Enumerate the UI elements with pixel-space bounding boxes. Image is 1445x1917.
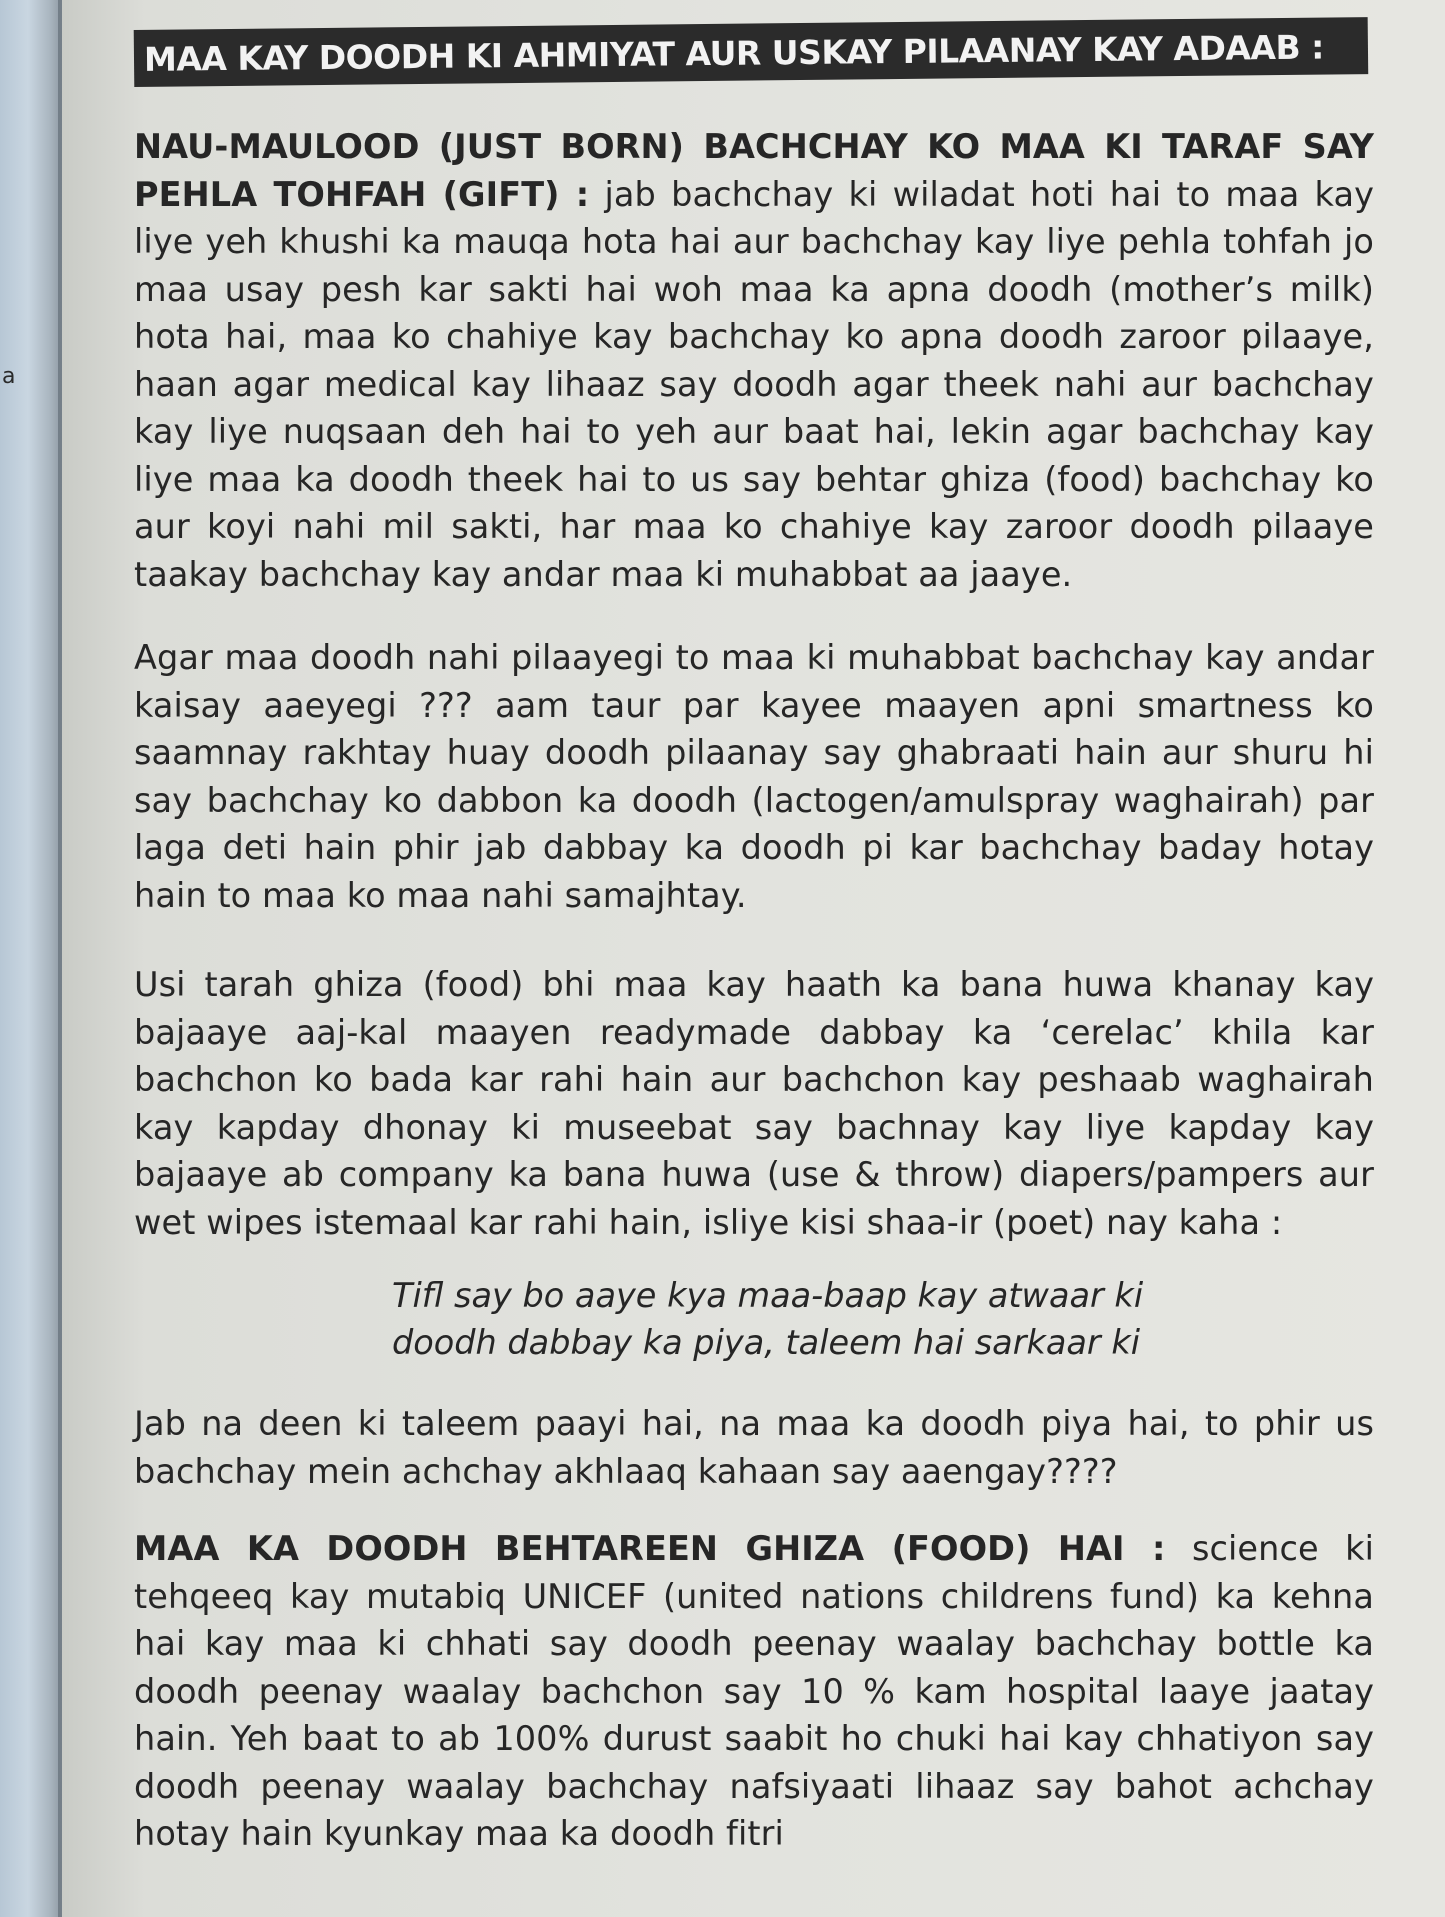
poem-line-1: Tifl say bo aaye kya maa-baap kay atwaar ki <box>392 1276 1144 1315</box>
page-content <box>134 27 1375 1858</box>
section-heading: MAA KAY DOODH KI AHMIYAT AUR USKAY PILAANAY KAY ADAAB : <box>134 17 1369 87</box>
poem-couplet <box>392 1272 1374 1366</box>
paragraph-text-best-food: science ki tehqeeq kay mutabiq UNICEF (united nations childrens fund) ka kehna hai kay maa ki chhati say doodh peenay waalay bachchay bottle ka doodh peenay waalay bachchon say 10 % kam hospital laaye jaatay hain. Yeh baat to ab 100% durust saabit ho chuki hai kay chhatiyon say doodh peenay waalay bachchay nafsiyaati lihaaz say bahot achchay hotay hain kyunkay maa ka doodh fitri <box>134 1529 1375 1853</box>
paragraph-cerelac: Usi tarah ghiza (food) bhi maa kay haath ka bana huwa khanay kay bajaaye aaj-kal maayen readymade dabbay ka ‘cerelac’ khila kar bachchon ko bada kar rahi hain aur bachchon kay peshaab waghairah kay kapday dhonay ki museebat say bachnay kay liye kapday kay bajaaye ab company ka bana huwa (use & throw) diapers/pampers aur wet wipes istemaal kar rahi hain, isliye kisi shaa-ir (poet) nay kaha : <box>134 965 1374 1242</box>
paragraph-heading-best-food: MAA KA DOODH BEHTAREEN GHIZA (FOOD) HAI : <box>134 1529 1166 1568</box>
paragraph-heading-gift: NAU-MAULOOD (JUST BORN) BACHCHAY KO MAA KI TARAF SAY PEHLA TOHFAH (GIFT) : <box>134 127 1374 214</box>
opposite-page-letter: a <box>2 364 16 389</box>
paragraph-text-gift: jab bachchay ki wiladat hoti hai to maa kay liye yeh khushi ka mauqa hota hai aur bachchay kay liye pehla tohfah jo maa usay pesh kar sakti hai woh maa ka apna doodh (mother’s milk) hota hai, maa ko chahiye kay bachchay ko apna doodh zaroor pilaaye, haan agar medical kay lihaaz say doodh agar theek nahi aur bachchay kay liye nuqsaan deh hai to yeh aur baat hai, lekin agar bachchay kay liye maa ka doodh theek hai to us say behtar ghiza (food) bachchay ko aur koyi nahi mil sakti, har maa ko chahiye kay zaroor doodh pilaaye taakay bachchay kay andar maa ki muhabbat aa jaaye. <box>134 174 1375 594</box>
paragraph-just-born-gift <box>134 123 1374 598</box>
paragraph-best-food <box>134 1525 1374 1858</box>
paragraph-akhlaaq: Jab na deen ki taleem paayi hai, na maa ka doodh piya hai, to phir us bachchay mein achchay akhlaaq kahaan say aaengay???? <box>134 1404 1374 1491</box>
poem-line-2: doodh dabbay ka piya, taleem hai sarkaar ki <box>392 1323 1141 1362</box>
book-spine <box>0 0 62 1917</box>
book-page <box>62 0 1445 1917</box>
paragraph-muhabbat: Agar maa doodh nahi pilaayegi to maa ki muhabbat bachchay kay andar kaisay aaeyegi ??? aam taur par kayee maayen apni smartness ko saamnay rakhtay huay doodh pilaanay say ghabraati hain aur shuru hi say bachchay ko dabbon ka doodh (lactogen/amulspray waghairah) par laga deti hain phir jab dabbay ka doodh pi kar bachchay baday hotay hain to maa ko maa nahi samajhtay. <box>134 638 1374 915</box>
